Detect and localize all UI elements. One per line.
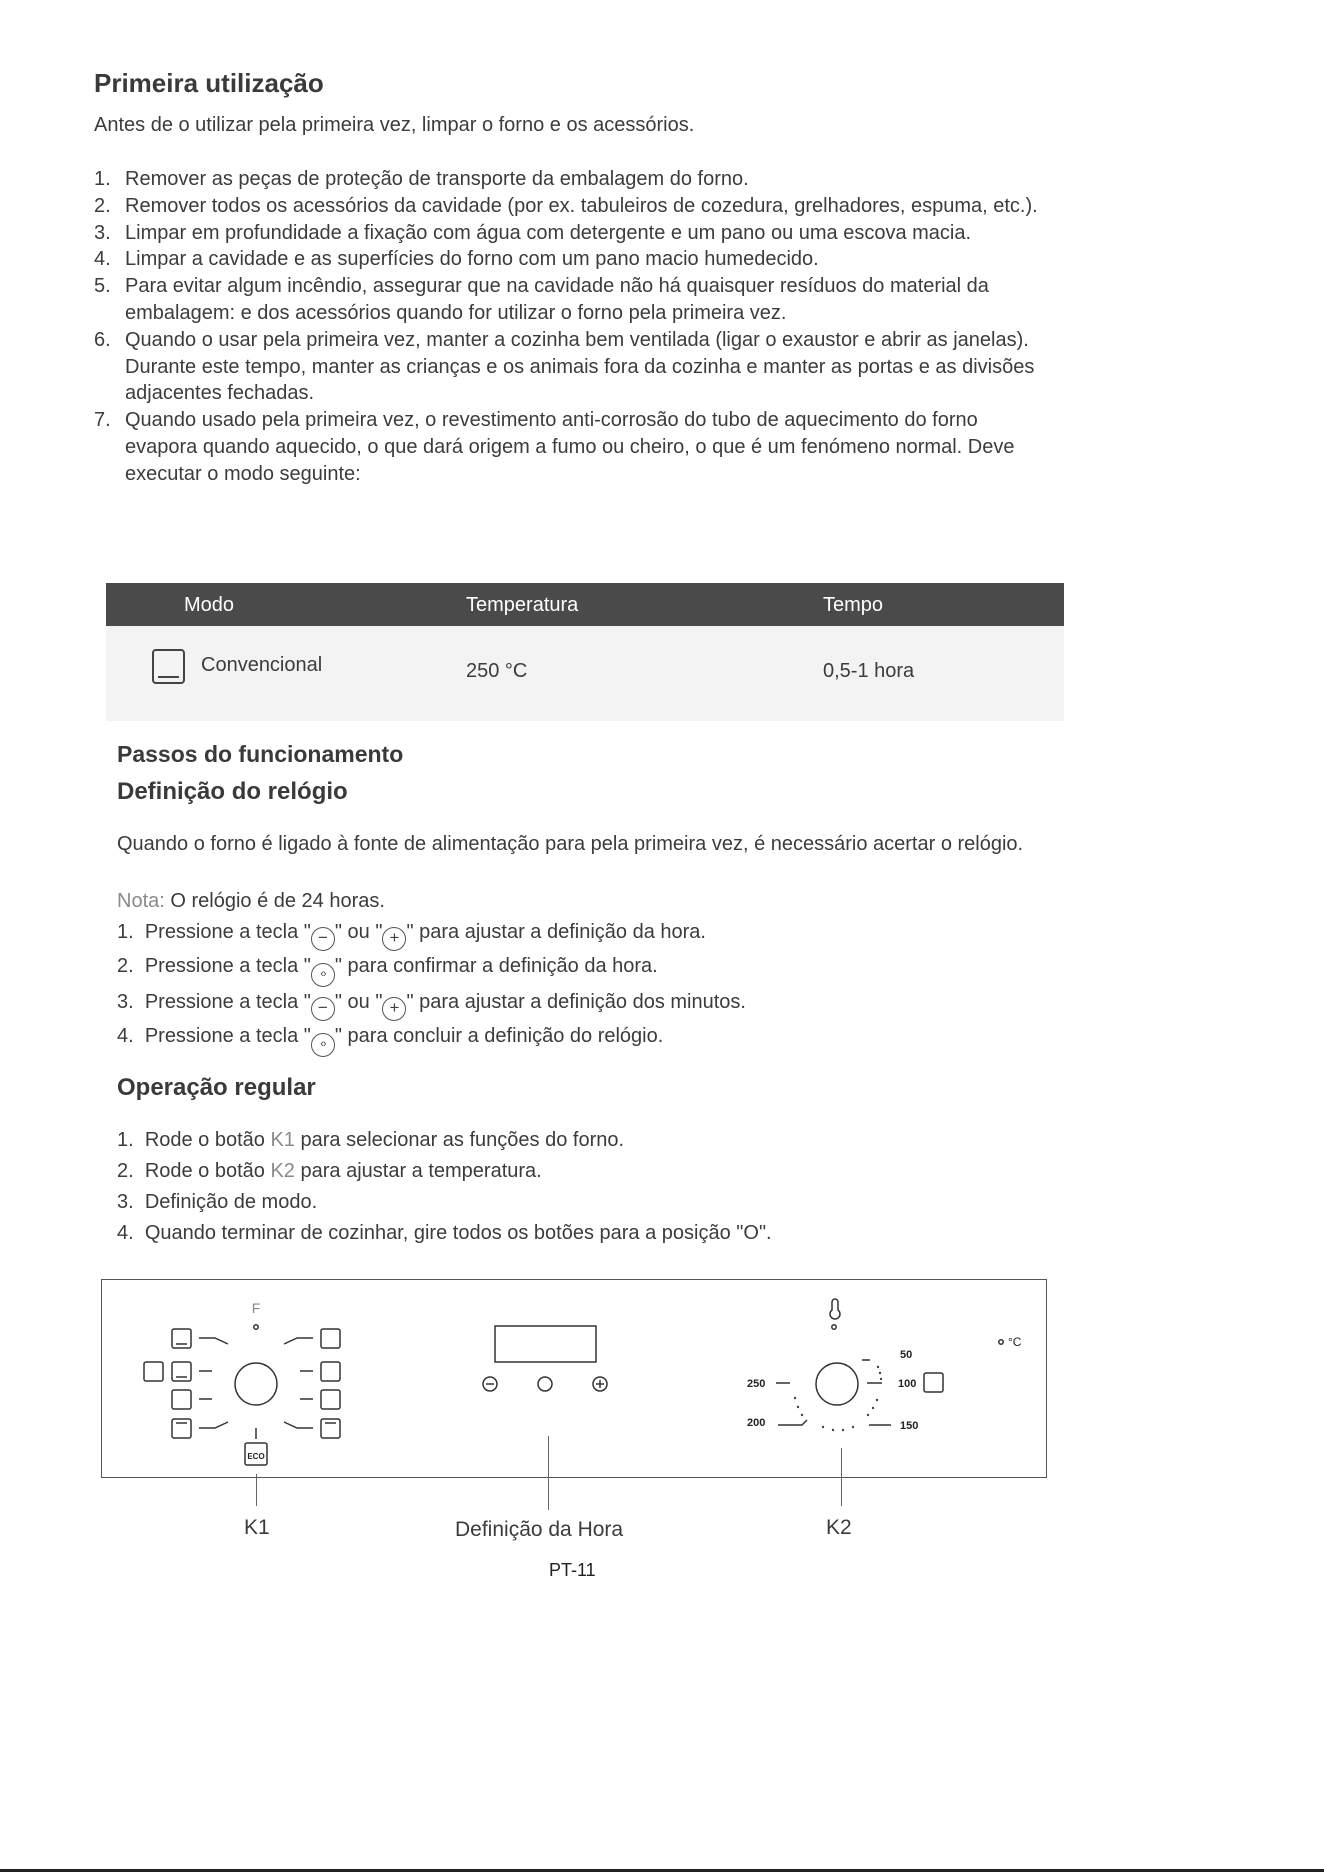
clock-steps — [117, 917, 746, 1057]
function-mark: F — [251, 1300, 261, 1316]
control-panel-svg — [102, 1280, 1048, 1479]
note-label: Nota: — [117, 890, 165, 912]
list-item: 3. Definição de modo. — [117, 1191, 318, 1213]
k2-callout-line — [841, 1448, 842, 1506]
list-item: 1. Rode o botão K1 para selecionar as funções do forno. — [117, 1129, 625, 1151]
k1-label: K1 — [244, 1516, 270, 1539]
list-item: 1. Pressione a tecla " − " ou " + " para ajustar a definição da hora. — [117, 917, 746, 951]
header-mode: Modo — [184, 594, 235, 616]
header-temperature: Temperatura — [466, 594, 579, 616]
eco-label: ECO — [247, 1452, 265, 1461]
plus-icon: + — [382, 927, 406, 951]
minus-icon: − — [311, 997, 335, 1021]
time-value: 0,5-1 hora — [823, 660, 915, 682]
header-time: Tempo — [823, 594, 884, 616]
regular-operation-title: Operação regular — [117, 1074, 316, 1101]
defrost-icon-k2 — [924, 1373, 943, 1392]
operation-title: Passos do funcionamento — [117, 741, 404, 767]
list-item: 1. Remover as peças de proteção de transporte da embalagem do forno. — [94, 168, 749, 190]
thermometer-icon — [830, 1299, 840, 1319]
note-text: O relógio é de 24 horas. — [164, 890, 385, 912]
temp-150: 150 — [900, 1420, 919, 1432]
first-use-steps — [94, 166, 1044, 488]
table-row — [106, 626, 1064, 721]
off-dot-k1 — [254, 1325, 258, 1329]
mode-icon-left-3 — [172, 1390, 191, 1409]
k2-knob — [816, 1363, 858, 1405]
mode-icon-left-1 — [172, 1329, 191, 1348]
temp-250: 250 — [747, 1378, 766, 1390]
list-item: 5. Para evitar algum incêndio, assegurar que na cavidade não há quaisquer resíduos do material da embalagem: e dos acessórios quando for utilizar o forno pela primeira vez. — [94, 275, 989, 324]
list-item: 2. Remover todos os acessórios da cavidade (por ex. tabuleiros de cozedura, grelhadores, espuma, etc.). — [94, 194, 1038, 217]
temperature-value: 250 °C — [466, 660, 528, 682]
conventional-mode-icon — [152, 649, 185, 684]
list-item: 2. Rode o botão K2 para ajustar a temperatura. — [117, 1160, 542, 1182]
clock-title: Definição do relógio — [117, 778, 348, 805]
clock-display — [495, 1326, 596, 1362]
list-item: 3. Pressione a tecla " − " ou " + " para ajustar a definição dos minutos. — [117, 987, 746, 1021]
k2-label: K2 — [826, 1516, 852, 1539]
clock-callout-line — [548, 1436, 549, 1510]
off-dot-unit — [999, 1340, 1003, 1344]
confirm-button-icon — [538, 1377, 552, 1391]
first-use-intro: Antes de o utilizar pela primeira vez, limpar o forno e os acessórios. — [94, 114, 695, 136]
k1-callout-line — [256, 1474, 257, 1506]
temp-200: 200 — [747, 1417, 766, 1429]
minus-icon: − — [311, 927, 335, 951]
mode-icon-right-4 — [321, 1419, 340, 1438]
list-item: 3. Limpar em profundidade a fixação com água com detergente e um pano ou uma escova macia. — [94, 221, 972, 244]
list-item: 4. Limpar a cavidade e as superfícies do forno com um pano macio humedecido. — [94, 248, 819, 271]
unit-label: °C — [1008, 1335, 1022, 1349]
list-item: 4. Quando terminar de cozinhar, gire todos os botões para a posição "O". — [117, 1222, 772, 1244]
control-panel-diagram — [101, 1279, 1047, 1478]
plus-icon: + — [382, 997, 406, 1021]
defrost-icon — [144, 1362, 163, 1381]
mode-table — [106, 583, 1064, 721]
mode-icon-right-1 — [321, 1329, 340, 1348]
table-header — [106, 583, 1064, 626]
first-use-title: Primeira utilização — [94, 68, 324, 98]
list-item: 7. Quando usado pela primeira vez, o revestimento anti-corrosão do tubo de aquecimento do forno evapora quando aquecido, o que dará origem a fumo ou cheiro, o que é um fenómeno normal. Deve executar o modo seguinte: — [94, 409, 1015, 485]
k1-knob — [235, 1363, 277, 1405]
mode-icon-left-4 — [172, 1419, 191, 1438]
mode-icon-right-2 — [321, 1362, 340, 1381]
confirm-icon: ‹› — [311, 963, 335, 987]
clock-setting-label: Definição da Hora — [455, 1518, 624, 1541]
list-item: 4. Pressione a tecla " ‹› " para concluir a definição do relógio. — [117, 1021, 746, 1057]
temp-50: 50 — [900, 1349, 913, 1361]
off-dot-k2 — [832, 1325, 836, 1329]
mode-icon-right-3 — [321, 1390, 340, 1409]
mode-value: Convencional — [201, 654, 323, 676]
clock-note — [117, 888, 1047, 915]
mode-icon-left-2 — [172, 1362, 191, 1381]
confirm-icon: ‹› — [311, 1033, 335, 1057]
list-item: 6. Quando o usar pela primeira vez, manter a cozinha bem ventilada (ligar o exaustor e abrir as janelas). Durante este tempo, manter as crianças e os animais fora da cozinha e manter as portas e as divisões adjacentes fechadas. — [94, 328, 1035, 405]
clock-intro: Quando o forno é ligado à fonte de alimentação para pela primeira vez, é necessário acertar o relógio. — [117, 833, 1024, 855]
temp-100: 100 — [898, 1378, 917, 1390]
regular-steps — [117, 1125, 772, 1249]
page-number: PT-11 — [549, 1560, 596, 1580]
list-item: 2. Pressione a tecla " ‹› " para confirmar a definição da hora. — [117, 951, 746, 987]
